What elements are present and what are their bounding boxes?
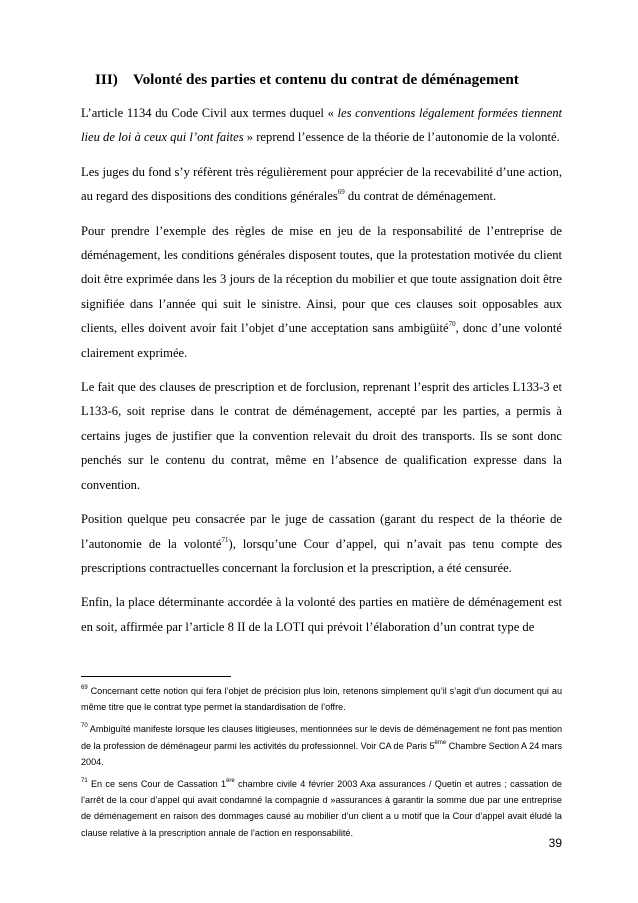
footnote-text: Ambiguïté manifeste lorsque les clauses litigieuses, mentionnées sur le devis de déménagement ne font pas mention de la profession de déménageur parmi les activités du professionnel. Voir CA de Paris 5 (81, 724, 562, 751)
footnote-text: En ce sens Cour de Cassation 1 (87, 779, 227, 790)
paragraph-text: , donc d’une volonté clairement exprimée. (81, 321, 562, 360)
footnote-number: 71 (81, 778, 88, 785)
section-heading (95, 71, 605, 89)
paragraph-article-1134 (81, 101, 562, 150)
paragraph-loti: Enfin, la place déterminante accordée à la volonté des parties en matière de déménagement est en soit, affirmée par l’article 8 II de la LOTI qui prévoit l’élaboration d’un contrat type de (81, 595, 562, 634)
footnote-ref-71[interactable]: 71 (221, 535, 229, 544)
paragraph-text: Les juges du fond s’y réfèrent très régulièrement pour apprécier de la recevabilité d’une action, au regard des dispositions des conditions générales (81, 164, 562, 204)
ordinal-suffix: ème (434, 739, 447, 746)
paragraph-prescription: Le fait que des clauses de prescription et de forclusion, reprenant l’esprit des articles L133-3 et L133-6, soit reprise dans le contrat de déménagement, accepté par les parties, a permis à certains juges de justifier que la convention relevait du droit des transports. Ils se sont donc penchés sur le contenu du contrat, même en l’absence de qualification expresse dans la convention. (81, 380, 562, 492)
paragraph-responsabilite (81, 219, 562, 365)
footnote-70 (81, 721, 562, 770)
section-number: III) (95, 71, 118, 88)
section-title: Volonté des parties et contenu du contrat de déménagement (133, 71, 519, 88)
footnote-71 (81, 776, 562, 841)
body-text (81, 101, 562, 649)
ordinal-suffix: ère (226, 778, 235, 785)
paragraph-cassation (81, 507, 562, 580)
footnote-text: Chambre Section A 24 mars 2004. (81, 740, 562, 767)
paragraph-text: Pour prendre l’exemple des règles de mise en jeu de la responsabilité de l’entreprise de déménagement, les conditions générales disposent toutes, que la protestation motivée du client doit être exprimée dans les 3 jours de la réception du mobilier et que toute assignation doit être signifiée dans l’année qui suit le sinistre. Ainsi, pour que ces clauses soit opposables aux clients, elles doivent avoir fait l’objet d’une acceptation sans ambigüité (81, 223, 562, 336)
footnote-number: 69 (81, 685, 88, 691)
paragraph-text: L’article 1134 du Code Civil aux termes duquel « (81, 106, 338, 120)
paragraph-text: du contrat de déménagement. (344, 189, 497, 204)
footnote-69 (81, 683, 562, 715)
footnote-separator (81, 676, 231, 677)
footnote-number: 70 (81, 723, 88, 730)
footnote-text: chambre civile 4 février 2003 Axa assurances / Quetin et autres ; cassation de l’arrêt de la cour d’appel qui avait condamné la compagnie d »assurances à garantir la somme due par une entreprise de déménagement en raison des dommages causé au mobilier d’un client a u motif que la Cour d’appel avait éludé la clause relative à la prescription annale de l’action en responsabilité. (81, 779, 562, 838)
footnote-text: Concernant cette notion qui fera l’objet de précision plus loin, retenons simplement qu’il s’agit d’un document qui au même titre que le contrat type permet la standardisation de l’offre. (81, 686, 562, 713)
paragraph-juges-du-fond (81, 160, 562, 209)
page-number: 39 (548, 836, 562, 850)
footnote-ref-70[interactable]: 70 (448, 320, 456, 329)
paragraph-text: Position quelque peu consacrée par le juge de cassation (garant du respect de la théorie de l’autonomie de la volonté (81, 512, 562, 551)
footnote-ref-69[interactable]: 69 (337, 188, 345, 197)
paragraph-text: ), lorsqu’une Cour d’appel, qui n’avait pas tenu compte des prescriptions contractuelles concernant la forclusion et la prescription, a été censurée. (81, 536, 562, 575)
quotation: les conventions légalement formées tiennent lieu de loi à ceux qui l’ont faites (81, 106, 562, 145)
paragraph-text: » reprend l’essence de la théorie de l’autonomie de la volonté. (243, 130, 560, 145)
footnotes (81, 683, 562, 847)
